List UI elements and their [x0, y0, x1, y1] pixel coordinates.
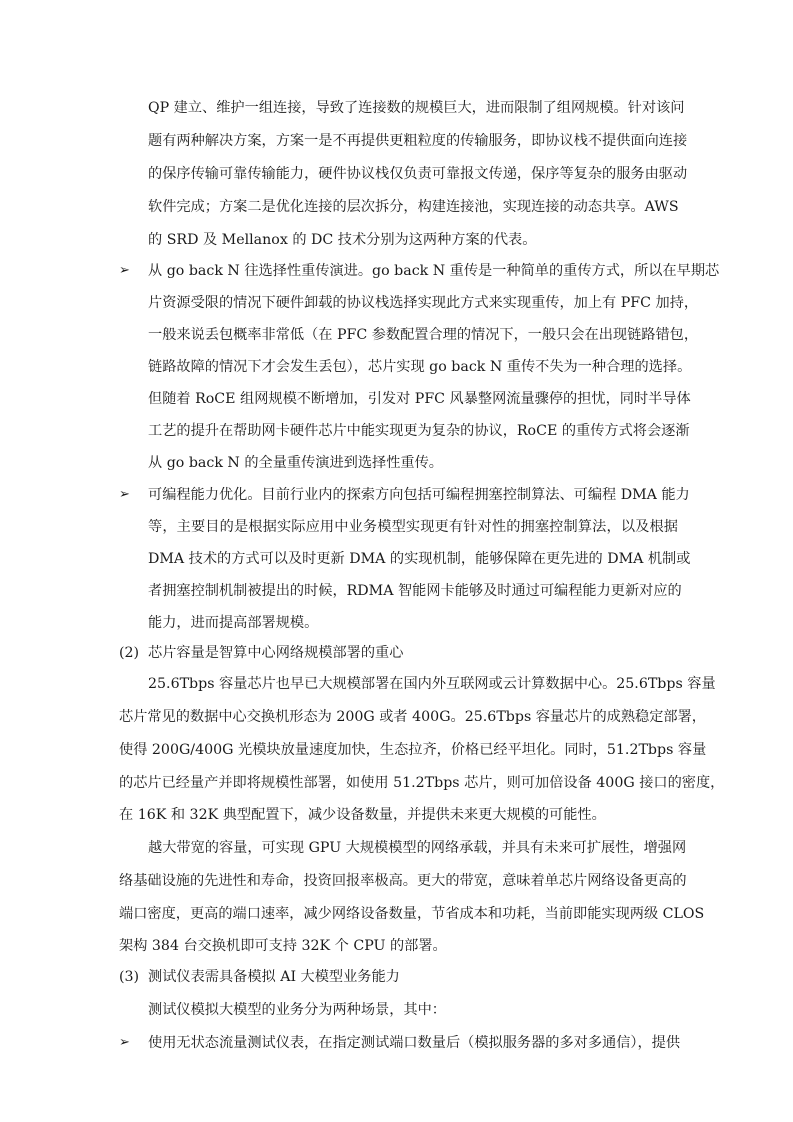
bullet-arrow-icon: ➢	[119, 1035, 130, 1050]
text-line: 者拥塞控制机制被提出的时候，RDMA 智能网卡能够及时通过可编程能力更新对应的	[148, 583, 682, 599]
text-line: 链路故障的情况下才会发生丢包），芯片实现 go back N 重传不失为一种合理的选择。	[148, 359, 692, 375]
text-line: 测试仪模拟大模型的业务分为两种场景，其中：	[148, 1002, 446, 1018]
text-line: 在 16K 和 32K 典型配置下，减少设备数量，并提供未来更大规模的可能性。	[119, 807, 606, 823]
text-line: QP 建立、维护一组连接，导致了连接数的规模巨大，进而限制了组网规模。针对该问	[148, 100, 685, 116]
text-line: 芯片常见的数据中心交换机形态为 200G 或者 400G。25.6Tbps 容量芯片的成熟稳定部署，	[119, 709, 706, 725]
text-line: 架构 384 台交换机即可支持 32K 个 CPU 的部署。	[119, 938, 447, 954]
text-line: 工艺的提升在帮助网卡硬件芯片中能实现更为复杂的协议，RoCE 的重传方式将会逐渐	[148, 423, 690, 439]
text-line: 一般来说丢包概率非常低（在 PFC 参数配置合理的情况下，一般只会在出现链路错包，	[148, 327, 699, 343]
text-line: 可编程能力优化。目前行业内的探索方向包括可编程拥塞控制算法、可编程 DMA 能力	[148, 487, 690, 503]
section-heading: 测试仪表需具备模拟 AI 大模型业务能力	[148, 969, 400, 985]
text-line: 的 SRD 及 Mellanox 的 DC 技术分别为这两种方案的代表。	[148, 232, 537, 248]
section-number: (2)	[119, 645, 140, 661]
text-line: 从 go back N 的全量重传演进到选择性重传。	[148, 455, 443, 471]
text-line: 端口密度，更高的端口速率，减少网络设备数量，节省成本和功耗，当前即能实现两级 CLOS	[119, 906, 705, 922]
section-number: (3)	[119, 969, 140, 985]
text-line: 等，主要目的是根据实际应用中业务模型实现更有针对性的拥塞控制算法，以及根据	[148, 519, 678, 535]
bullet-arrow-icon: ➢	[119, 263, 130, 278]
text-line: 片资源受限的情况下硬件卸载的协议栈选择实现此方式来实现重传，加上有 PFC 加持，	[148, 295, 699, 311]
text-line: 使得 200G/400G 光模块放量速度加快，生态拉齐，价格已经平坦化。同时，51.2Tbps 容量	[119, 742, 707, 758]
text-line: 的保序传输可靠传输能力，硬件协议栈仅负责可靠报文传递，保序等复杂的服务由驱动	[148, 166, 688, 182]
text-line: 从 go back N 往选择性重传演进。go back N 重传是一种简单的重传方式，所以在早期芯	[148, 263, 720, 279]
text-line: 络基础设施的先进性和寿命，投资回报率极高。更大的带宽，意味着单芯片网络设备更高的	[119, 873, 687, 889]
section-heading: 芯片容量是智算中心网络规模部署的重心	[148, 645, 404, 661]
bullet-arrow-icon: ➢	[119, 487, 130, 502]
text-line: 但随着 RoCE 组网规模不断增加，引发对 PFC 风暴整网流量骤停的担忧，同时半导体	[148, 391, 691, 407]
text-line: 软件完成；方案二是优化连接的层次拆分，构建连接池，实现连接的动态共享。AWS	[148, 199, 679, 215]
text-line: 25.6Tbps 容量芯片也早已大规模部署在国内外互联网或云计算数据中心。25.6Tbps 容量	[148, 676, 716, 692]
text-line: 的芯片已经量产并即将规模性部署，如使用 51.2Tbps 芯片，则可加倍设备 400G 接口的密度，	[119, 775, 725, 791]
text-line: 能力，进而提高部署规模。	[148, 615, 319, 631]
text-line: 题有两种解决方案，方案一是不再提供更粗粒度的传输服务，即协议栈不提供面向连接	[148, 133, 688, 149]
text-line: 越大带宽的容量，可实现 GPU 大规模模型的网络承载，并具有未来可扩展性，增强网	[148, 840, 687, 856]
text-line: DMA 技术的方式可以及时更新 DMA 的实现机制，能够保障在更先进的 DMA 机制或	[148, 551, 691, 567]
text-line: 使用无状态流量测试仪表，在指定测试端口数量后（模拟服务器的多对多通信），提供	[148, 1035, 681, 1051]
